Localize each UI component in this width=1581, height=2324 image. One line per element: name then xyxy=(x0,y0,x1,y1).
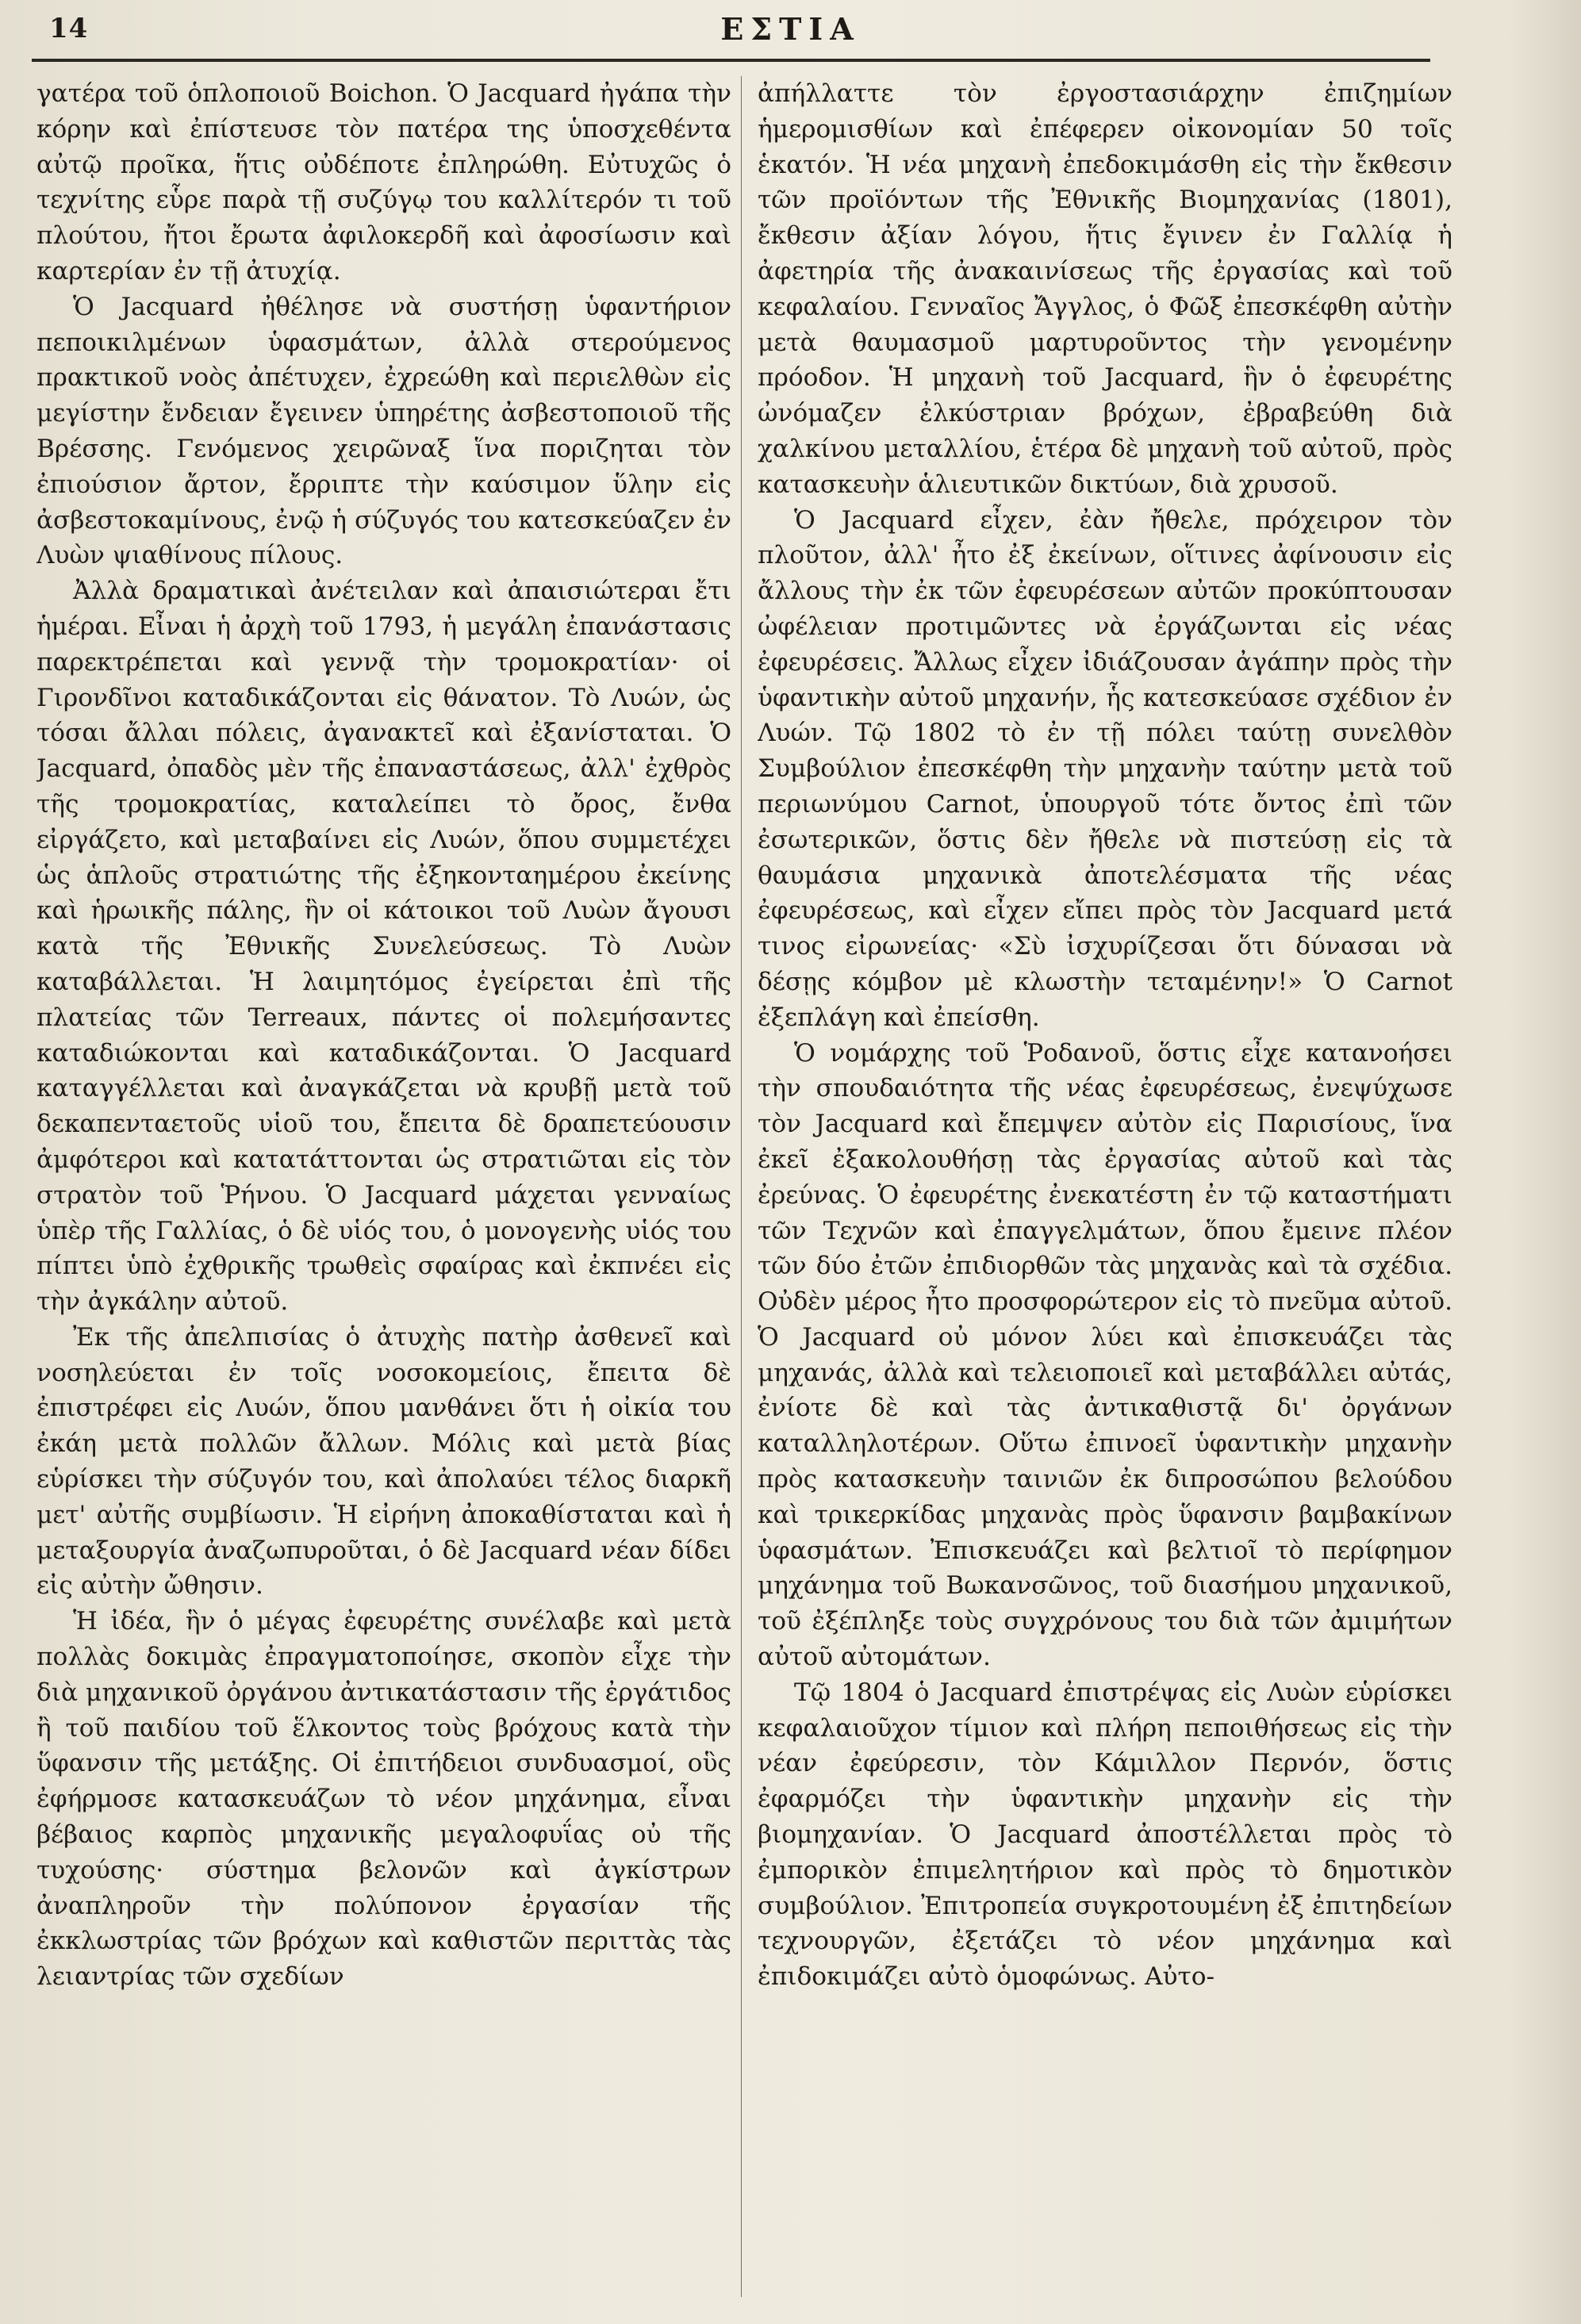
paragraph: γατέρα τοῦ ὁπλοποιοῦ Boichon. Ὁ Jacquard ἠγάπα τὴν κόρην καὶ ἐπίστευσε τὸν πατέρα της ὑποσχεθέντα αὐτῷ προῖκα, ἥτις οὐδέποτε ἐπληρώθη. Εὐτυχῶς ὁ τεχνίτης εὗρε παρὰ τῇ συζύγῳ του καλλίτερόν τι τοῦ πλούτου, ἤτοι ἔρωτα ἀφιλοκερδῆ καὶ ἀφοσίωσιν καὶ καρτερίαν ἐν τῇ ἀτυχίᾳ. xyxy=(36,79,731,286)
paragraph: Ἐκ τῆς ἀπελπισίας ὁ ἀτυχὴς πατὴρ ἀσθενεῖ καὶ νοσηλεύεται ἐν τοῖς νοσοκομείοις, ἔπειτα δὲ ἐπιστρέφει εἰς Λυών, ὅπου μανθάνει ὅτι ἡ οἰκία του ἐκάη μετὰ πολλῶν ἄλλων. Μόλις καὶ μετὰ βίας εὑρίσκει τὴν σύζυγόν του, καὶ ἀπολαύει τέλος διαρκῆ μετ' αὐτῆς συμβίωσιν. Ἡ εἰρήνη ἀποκαθίσταται καὶ ἡ μεταξουργία ἀναζωπυροῦται, ὁ δὲ Jacquard νέαν δίδει εἰς αὐτὴν ὤθησιν. xyxy=(36,1322,731,1601)
paragraph: Ὁ Jacquard εἶχεν, ἐὰν ἤθελε, πρόχειρον τὸν πλοῦτον, ἀλλ' ἦτο ἐξ ἐκείνων, οἵτινες ἀφίνουσιν εἰς ἄλλους τὴν ἐκ τῶν ἐφευρέσεων αὐτῶν προκύπτουσαν ὠφέλειαν προτιμῶντες νὰ ἐργάζωνται εἰς νέας ἐφευρέσεις. Ἄλλως εἶχεν ἰδιάζουσαν ἀγάπην πρὸς τὴν ὑφαντικὴν αὐτοῦ μηχανήν, ἧς κατεσκεύασε σχέδιον ἐν Λυών. Τῷ 1802 τὸ ἐν τῇ πόλει ταύτῃ συνελθὸν Συμβούλιον ἐπεσκέφθη τὴν μηχανὴν ταύτην μετὰ τοῦ περιωνύμου Carnot, ὑπουργοῦ τότε ὄντος ἐπὶ τῶν ἐσωτερικῶν, ὅστις δὲν ἤθελε νὰ πιστεύσῃ εἰς τὰ θαυμάσια μηχανικὰ ἀποτελέσματα τῆς νέας ἐφευρέσεως, καὶ εἶχεν εἴπει πρὸς τὸν Jacquard μετά τινος εἰρωνείας· «Σὺ ἰσχυρίζεσαι ὅτι δύνασαι νὰ δέσῃς κόμβον μὲ κλωστὴν τεταμένην!» Ὁ Carnot ἐξεπλάγη καὶ ἐπείσθη. xyxy=(758,505,1452,1032)
page-header xyxy=(32,6,1549,51)
paragraph: Ἀλλὰ δραματικαὶ ἀνέτειλαν καὶ ἀπαισιώτεραι ἔτι ἡμέραι. Εἶναι ἡ ἀρχὴ τοῦ 1793, ἡ μεγάλη ἐπανάστασις παρεκτρέπεται καὶ γεννᾷ τὴν τρομοκρατίαν· οἱ Γιρονδῖνοι καταδικάζονται εἰς θάνατον. Τὸ Λυών, ὡς τόσαι ἄλλαι πόλεις, ἀγανακτεῖ καὶ ἐξανίσταται. Ὁ Jacquard, ὀπαδὸς μὲν τῆς ἐπαναστάσεως, ἀλλ' ἐχθρὸς τῆς τρομοκρατίας, καταλείπει τὸ ὄρος, ἔνθα εἰργάζετο, καὶ μεταβαίνει εἰς Λυών, ὅπου συμμετέχει ὡς ἁπλοῦς στρατιώτης τῆς ἐξηκονταημέρου ἐκείνης καὶ ἡρωικῆς πάλης, ἣν οἱ κάτοικοι τοῦ Λυὼν ἄγουσι κατὰ τῆς Ἐθνικῆς Συνελεύσεως. Τὸ Λυὼν καταβάλλεται. Ἡ λαιμητόμος ἐγείρεται ἐπὶ τῆς πλατείας τῶν Terreaux, πάντες οἱ πολεμήσαντες καταδιώκονται καὶ καταδικάζονται. Ὁ Jacquard καταγγέλλεται καὶ ἀναγκάζεται νὰ κρυβῇ μετὰ τοῦ δεκαπενταετοῦς υἱοῦ του, ἔπειτα δὲ δραπετεύουσιν ἀμφότεροι καὶ κατατάττονται ὡς στρατιῶται εἰς τὸν στρατὸν τοῦ Ῥήνου. Ὁ Jacquard μάχεται γενναίως ὑπὲρ τῆς Γαλλίας, ὁ δὲ υἱός του, ὁ μονογενὴς υἱός του πίπτει ὑπὸ ἐχθρικῆς τρωθεὶς σφαίρας καὶ ἐκπνέει εἰς τὴν ἀγκάλην αὐτοῦ. xyxy=(36,577,731,1317)
running-title: ΕΣΤΙΑ xyxy=(720,11,861,47)
left-column xyxy=(36,76,731,2305)
page-number: 14 xyxy=(49,13,89,44)
header-rule xyxy=(32,59,1430,62)
paragraph: Ἡ ἰδέα, ἣν ὁ μέγας ἐφευρέτης συνέλαβε καὶ μετὰ πολλὰς δοκιμὰς ἐπραγματοποίησε, σκοπὸν εἶχε τὴν διὰ μηχανικοῦ ὀργάνου ἀντικατάστασιν τῆς ἐργάτιδος ἢ τοῦ παιδίου τοῦ ἕλκοντος τοὺς βρόχους κατὰ τὴν ὕφανσιν τῆς μετάξης. Οἱ ἐπιτήδειοι συνδυασμοί, οὓς ἐφήρμοσε κατασκευάζων τὸ νέον μηχάνημα, εἶναι βέβαιος καρπὸς μηχανικῆς μεγαλοφυΐας οὐ τῆς τυχούσης· σύστημα βελονῶν καὶ ἀγκίστρων ἀναπληροῦν τὴν πολύπονον ἐργασίαν τῆς ἐκκλωστρίας τῶν βρόχων καὶ καθιστῶν περιττὰς τὰς λειαντρίας τῶν σχεδίων xyxy=(36,1607,731,1992)
page-edge-shadow xyxy=(1510,0,1581,2324)
column-divider xyxy=(741,76,742,2297)
paragraph: ἀπήλλαττε τὸν ἐργοστασιάρχην ἐπιζημίων ἡμερομισθίων καὶ ἐπέφερεν οἰκονομίαν 50 τοῖς ἑκατόν. Ἡ νέα μηχανὴ ἐπεδοκιμάσθη εἰς τὴν ἔκθεσιν τῶν προϊόντων τῆς Ἐθνικῆς Βιομηχανίας (1801), ἔκθεσιν ἀξίαν λόγου, ἥτις ἔγινεν ἐν Γαλλίᾳ ἡ ἀφετηρία τῆς ἀνακαινίσεως τῆς ἐργασίας καὶ τοῦ κεφαλαίου. Γενναῖος Ἄγγλος, ὁ Φῶξ ἐπεσκέφθη αὐτὴν μετὰ θαυμασμοῦ μαρτυροῦντος τὴν γενομένην πρόοδον. Ἡ μηχανὴ τοῦ Jacquard, ἣν ὁ ἐφευρέτης ὠνόμαζεν ἐλκύστριαν βρόχων, ἐβραβεύθη διὰ χαλκίνου μεταλλίου, ἑτέρα δὲ μηχανὴ τοῦ αὐτοῦ, πρὸς κατασκευὴν ἁλιευτικῶν δικτύων, διὰ χρυσοῦ. xyxy=(758,79,1452,499)
paragraph: Ὁ νομάρχης τοῦ Ῥοδανοῦ, ὅστις εἶχε κατανοήσει τὴν σπουδαιότητα τῆς νέας ἐφευρέσεως, ἐνεψύχωσε τὸν Jacquard καὶ ἔπεμψεν αὐτὸν εἰς Παρισίους, ἵνα ἐκεῖ ἐξακολουθήσῃ τὰς ἐργασίας αὐτοῦ καὶ τὰς ἐρεύνας. Ὁ ἐφευρέτης ἐνεκατέστη ἐν τῷ καταστήματι τῶν Τεχνῶν καὶ ἐπαγγελμάτων, ὅπου ἔμεινε πλέον τῶν δύο ἐτῶν ἐπιδιορθῶν τὰς μηχανὰς καὶ τὰ σχέδια. Οὐδὲν μέρος ἦτο προσφορώτερον εἰς τὸ πνεῦμα αὐτοῦ. Ὁ Jacquard οὐ μόνον λύει καὶ ἐπισκευάζει τὰς μηχανάς, ἀλλὰ καὶ τελειοποιεῖ καὶ μεταβάλλει αὐτάς, ἐνίοτε δὲ καὶ τὰς ἀντικαθιστᾷ δι' ὀργάνων καταλληλοτέρων. Οὕτω ἐπινοεῖ ὑφαντικὴν μηχανὴν πρὸς κατασκευὴν ταινιῶν ἐκ διπροσώπου βελούδου καὶ τρικερκίδας μηχανὰς πρὸς ὕφανσιν βαμβακίνων ὑφασμάτων. Ἐπισκευάζει καὶ βελτιοῖ τὸ περίφημον μηχάνημα τοῦ Βωκανσῶνος, τοῦ διασήμου μηχανικοῦ, τοῦ ἐξέπληξε τοὺς συγχρόνους του διὰ τῶν ἀμιμήτων αὐτοῦ αὐτομάτων. xyxy=(758,1038,1452,1672)
right-column xyxy=(758,76,1452,2305)
paragraph: Τῷ 1804 ὁ Jacquard ἐπιστρέψας εἰς Λυὼν εὑρίσκει κεφαλαιοῦχον τίμιον καὶ πλήρη πεποιθήσεως εἰς τὴν νέαν ἐφεύρεσιν, τὸν Κάμιλλον Περνόν, ὅστις ἐφαρμόζει τὴν ὑφαντικὴν μηχανὴν εἰς τὴν βιομηχανίαν. Ὁ Jacquard ἀποστέλλεται πρὸς τὸ ἐμπορικὸν ἐπιμελητήριον καὶ πρὸς τὸ δημοτικὸν συμβούλιον. Ἐπιτροπεία συγκροτουμένη ἐξ ἐπιτηδείων τεχνουργῶν, ἐξετάζει τὸ νέον μηχάνημα καὶ ἐπιδοκιμάζει αὐτὸ ὁμοφώνως. Αὐτο- xyxy=(758,1678,1452,1992)
paragraph: Ὁ Jacquard ἠθέλησε νὰ συστήσῃ ὑφαντήριον πεποικιλμένων ὑφασμάτων, ἀλλὰ στερούμενος πρακτικοῦ νοὸς ἀπέτυχεν, ἐχρεώθη καὶ περιελθὼν εἰς μεγίστην ἔνδειαν ἔγεινεν ὑπηρέτης ἀσβεστοποιοῦ τῆς Βρέσσης. Γενόμενος χειρῶναξ ἵνα ποριζηται τὸν ἐπιούσιον ἄρτον, ἔρριπτε τὴν καύσιμον ὕλην εἰς ἀσβεστοκαμίνους, ἐνῷ ἡ σύζυγός του κατεσκεύαζεν ἐν Λυὼν ψιαθίνους πίλους. xyxy=(36,292,731,570)
